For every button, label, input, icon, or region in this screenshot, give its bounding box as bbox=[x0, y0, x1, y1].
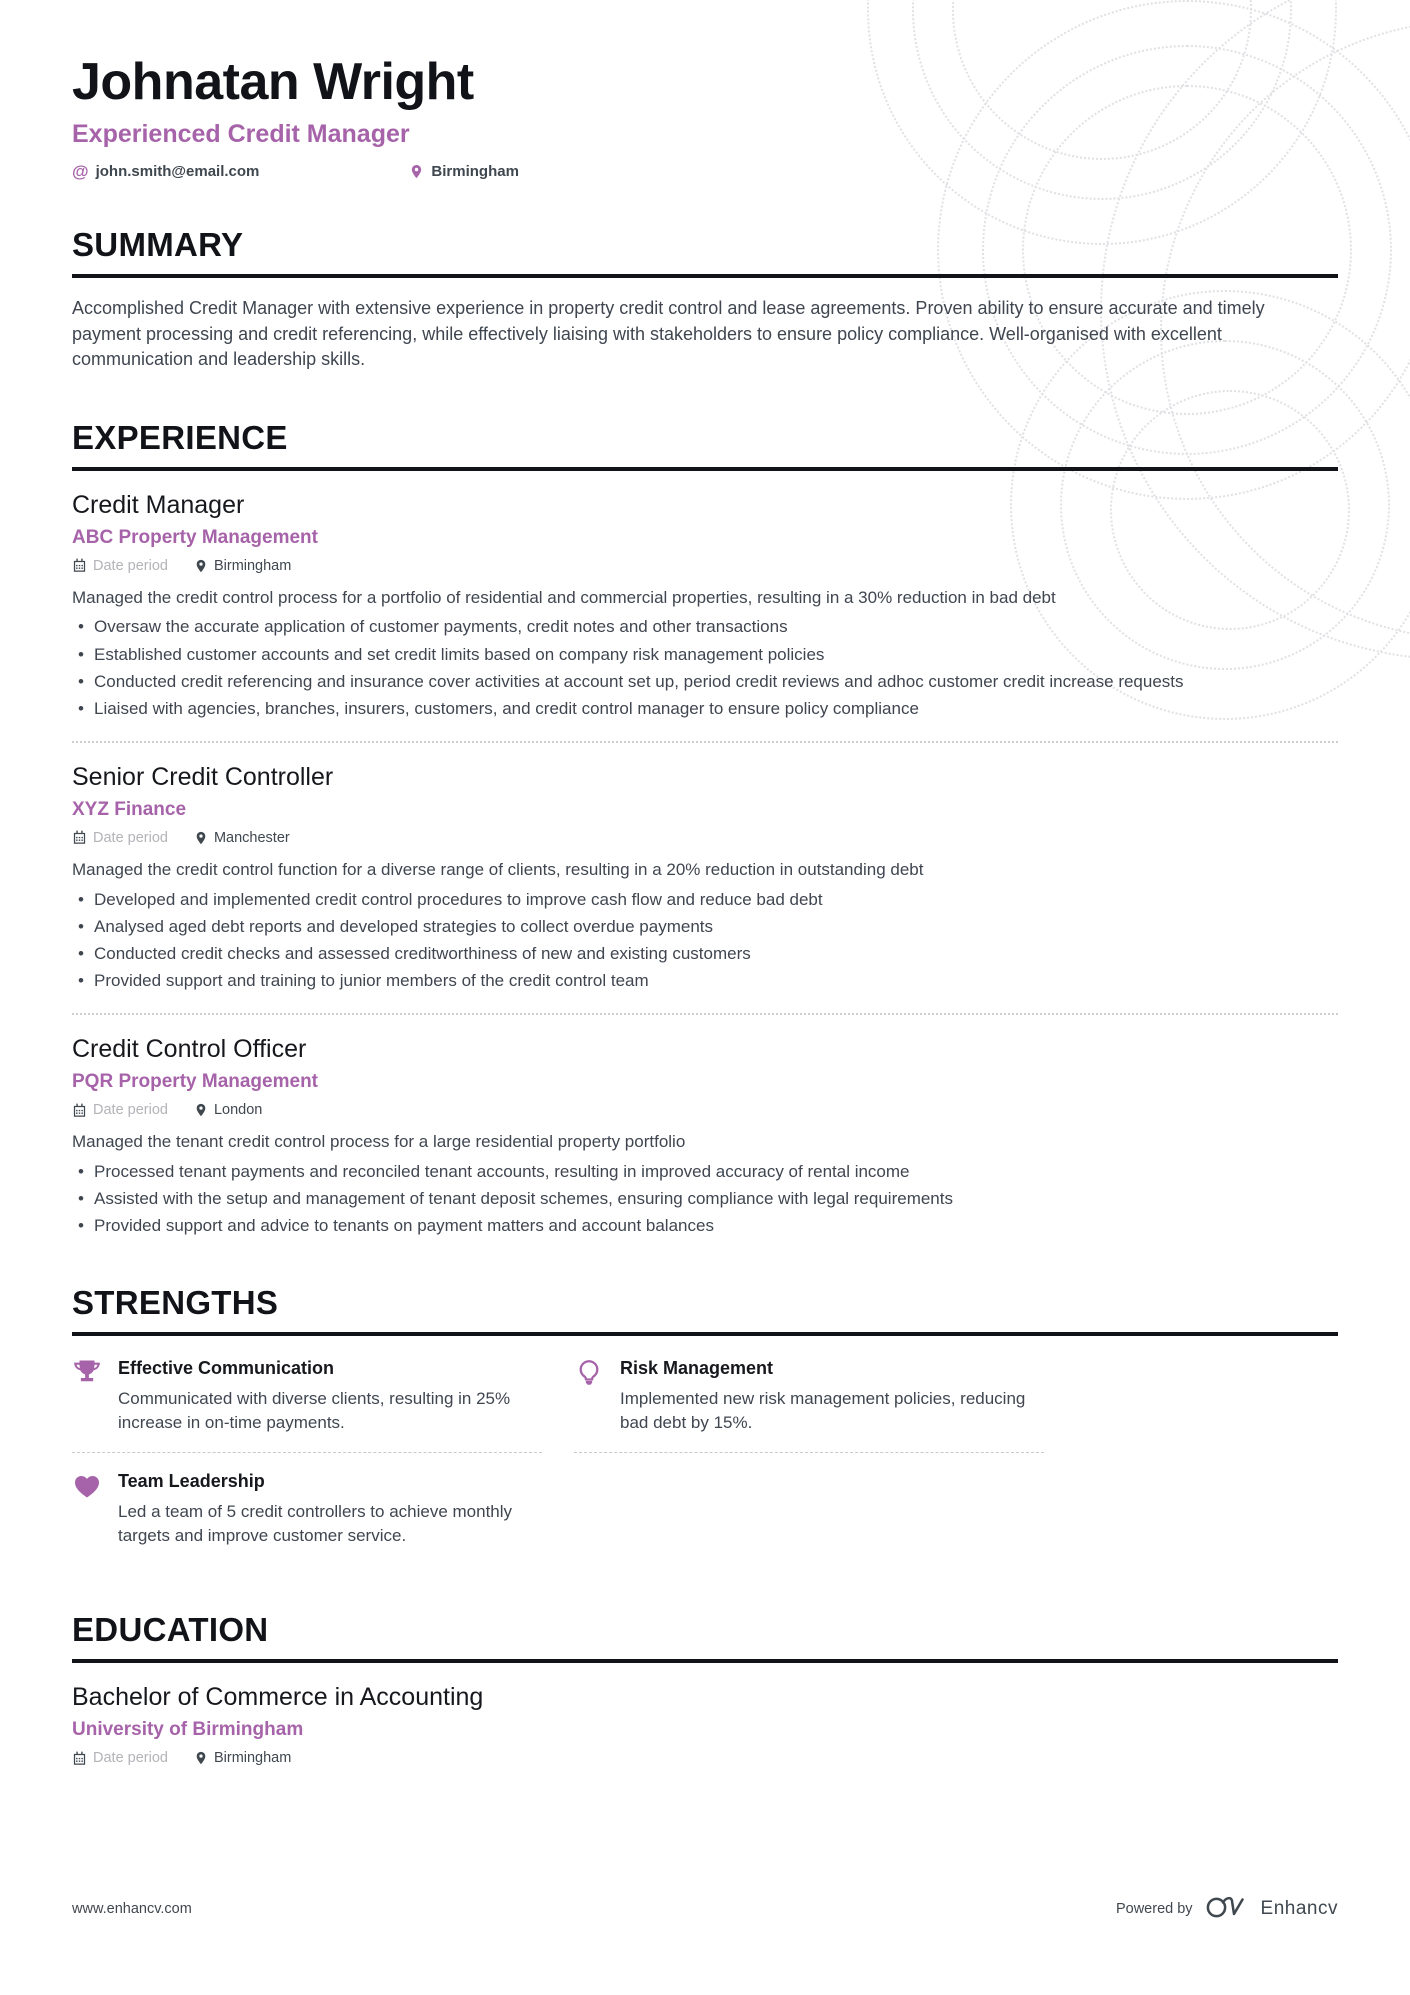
job-bullet: • Developed and implemented credit control procedures to improve cash flow and reduce bad debt bbox=[72, 888, 1338, 912]
job-bullets bbox=[72, 615, 1338, 721]
location-pin-icon bbox=[194, 831, 208, 845]
brand-name: Enhancv bbox=[1260, 1898, 1338, 1919]
school-name: University of Birmingham bbox=[72, 1719, 304, 1741]
strength-content bbox=[118, 1358, 542, 1434]
job-company: ABC Property Management bbox=[72, 526, 318, 548]
job-title: Senior Credit Controller bbox=[72, 762, 334, 791]
location-pin-icon bbox=[194, 1103, 208, 1117]
trophy-icon bbox=[72, 1358, 104, 1434]
job-bullet: • Oversaw the accurate application of customer payments, credit notes and other transactions bbox=[72, 615, 1338, 639]
location-pin-icon bbox=[409, 164, 424, 179]
job-description: Managed the tenant credit control process for a large residential property portfolio bbox=[72, 1132, 686, 1152]
summary-heading: SUMMARY bbox=[72, 226, 1338, 278]
strengths-grid bbox=[72, 1358, 1338, 1565]
email-text: john.smith@email.com bbox=[95, 163, 260, 180]
strength-title: Risk Management bbox=[620, 1358, 774, 1379]
strengths-heading: STRENGTHS bbox=[72, 1284, 1338, 1336]
enhancv-logo-icon bbox=[1205, 1893, 1249, 1925]
strength-item bbox=[72, 1471, 542, 1565]
candidate-name: Johnatan Wright bbox=[72, 53, 474, 111]
job-bullet: • Assisted with the setup and management of tenant deposit schemes, ensuring compliance with legal requirements bbox=[72, 1187, 1338, 1211]
education-section bbox=[72, 1611, 1338, 1766]
calendar-icon bbox=[72, 830, 87, 845]
job-location bbox=[194, 558, 291, 574]
strength-title: Team Leadership bbox=[118, 1471, 265, 1492]
job-date-text: Date period bbox=[93, 557, 168, 574]
experience-entry bbox=[72, 1013, 1338, 1238]
education-date bbox=[72, 1750, 168, 1766]
job-bullet: • Provided support and advice to tenants on payment matters and account balances bbox=[72, 1214, 1338, 1238]
location-pin-icon bbox=[194, 1751, 208, 1765]
strength-title: Effective Communication bbox=[118, 1358, 335, 1379]
contact-row bbox=[72, 163, 1338, 180]
job-date bbox=[72, 558, 168, 574]
experience-entry bbox=[72, 741, 1338, 993]
contact-location bbox=[409, 163, 519, 180]
experience-section bbox=[72, 419, 1338, 1239]
calendar-icon bbox=[72, 558, 87, 573]
job-bullets bbox=[72, 1160, 1338, 1238]
education-location-text: Birmingham bbox=[213, 1750, 292, 1767]
strength-text: Led a team of 5 credit controllers to achieve monthly targets and improve customer service. bbox=[118, 1502, 513, 1545]
at-icon: @ bbox=[72, 162, 89, 181]
job-bullet: • Conducted credit referencing and insurance cover activities at account set up, period credit reviews and adhoc customer credit increase requests bbox=[72, 670, 1338, 694]
education-heading: EDUCATION bbox=[72, 1611, 1338, 1663]
job-location-text: Birmingham bbox=[213, 557, 292, 574]
location-pin-icon bbox=[194, 559, 208, 573]
experience-entry bbox=[72, 471, 1338, 721]
job-bullet: • Processed tenant payments and reconciled tenant accounts, resulting in improved accuracy of rental income bbox=[72, 1160, 1338, 1184]
strength-item bbox=[574, 1358, 1044, 1453]
job-bullet: • Analysed aged debt reports and developed strategies to collect overdue payments bbox=[72, 915, 1338, 939]
education-date-text: Date period bbox=[93, 1750, 168, 1767]
strengths-section bbox=[72, 1284, 1338, 1565]
enhancv-site-link[interactable]: www.enhancv.com bbox=[72, 1901, 192, 1917]
powered-by-label: Powered by bbox=[1115, 1901, 1193, 1917]
strength-text: Implemented new risk management policies, reducing bad debt by 15%. bbox=[620, 1389, 1026, 1432]
strength-item bbox=[72, 1358, 542, 1453]
job-bullet: • Provided support and training to junior members of the credit control team bbox=[72, 969, 1338, 993]
education-meta-row bbox=[72, 1750, 1338, 1766]
job-location bbox=[194, 830, 290, 846]
job-location-text: London bbox=[213, 1102, 263, 1119]
job-title: Credit Manager bbox=[72, 490, 245, 519]
heart-icon bbox=[72, 1471, 104, 1547]
job-date-text: Date period bbox=[93, 1102, 168, 1119]
job-location bbox=[194, 1102, 262, 1118]
job-bullets bbox=[72, 888, 1338, 994]
resume-header bbox=[72, 52, 1338, 180]
powered-by-group bbox=[1116, 1893, 1338, 1925]
lightbulb-icon bbox=[574, 1358, 606, 1434]
experience-heading: EXPERIENCE bbox=[72, 419, 1338, 471]
job-date bbox=[72, 830, 168, 846]
calendar-icon bbox=[72, 1751, 87, 1766]
education-location bbox=[194, 1750, 291, 1766]
strength-text: Communicated with diverse clients, resulting in 25% increase in on-time payments. bbox=[118, 1389, 511, 1432]
calendar-icon bbox=[72, 1103, 87, 1118]
job-bullet: • Liaised with agencies, branches, insurers, customers, and credit control manager to ensure policy compliance bbox=[72, 697, 1338, 721]
job-company: PQR Property Management bbox=[72, 1071, 318, 1093]
job-meta-row bbox=[72, 558, 1338, 574]
job-title: Credit Control Officer bbox=[72, 1035, 307, 1064]
page-footer bbox=[72, 1893, 1338, 1925]
strength-content bbox=[620, 1358, 1044, 1434]
summary-text: Accomplished Credit Manager with extensive experience in property credit control and lease agreements. Proven ability to ensure accurate and timely payment processing and credit referencing, while effectively liaising with stakeholders to ensure policy compliance. Well-organised with excellent communication and leadership skills. bbox=[72, 298, 1265, 370]
location-text: Birmingham bbox=[431, 163, 519, 180]
job-bullet: • Established customer accounts and set credit limits based on company risk management policies bbox=[72, 643, 1338, 667]
job-location-text: Manchester bbox=[213, 829, 290, 846]
job-date bbox=[72, 1102, 168, 1118]
job-meta-row bbox=[72, 830, 1338, 846]
job-description: Managed the credit control process for a portfolio of residential and commercial properties, resulting in a 30% reduction in bad debt bbox=[72, 587, 1056, 607]
job-meta-row bbox=[72, 1102, 1338, 1118]
job-company: XYZ Finance bbox=[72, 798, 187, 820]
candidate-title: Experienced Credit Manager bbox=[72, 120, 410, 148]
summary-section bbox=[72, 226, 1338, 373]
strength-content bbox=[118, 1471, 542, 1547]
job-date-text: Date period bbox=[93, 829, 168, 846]
degree-title: Bachelor of Commerce in Accounting bbox=[72, 1683, 484, 1712]
job-bullet: • Conducted credit checks and assessed creditworthiness of new and existing customers bbox=[72, 942, 1338, 966]
job-description: Managed the credit control function for a diverse range of clients, resulting in a 20% reduction in outstanding debt bbox=[72, 859, 924, 879]
contact-email[interactable] bbox=[72, 163, 259, 180]
